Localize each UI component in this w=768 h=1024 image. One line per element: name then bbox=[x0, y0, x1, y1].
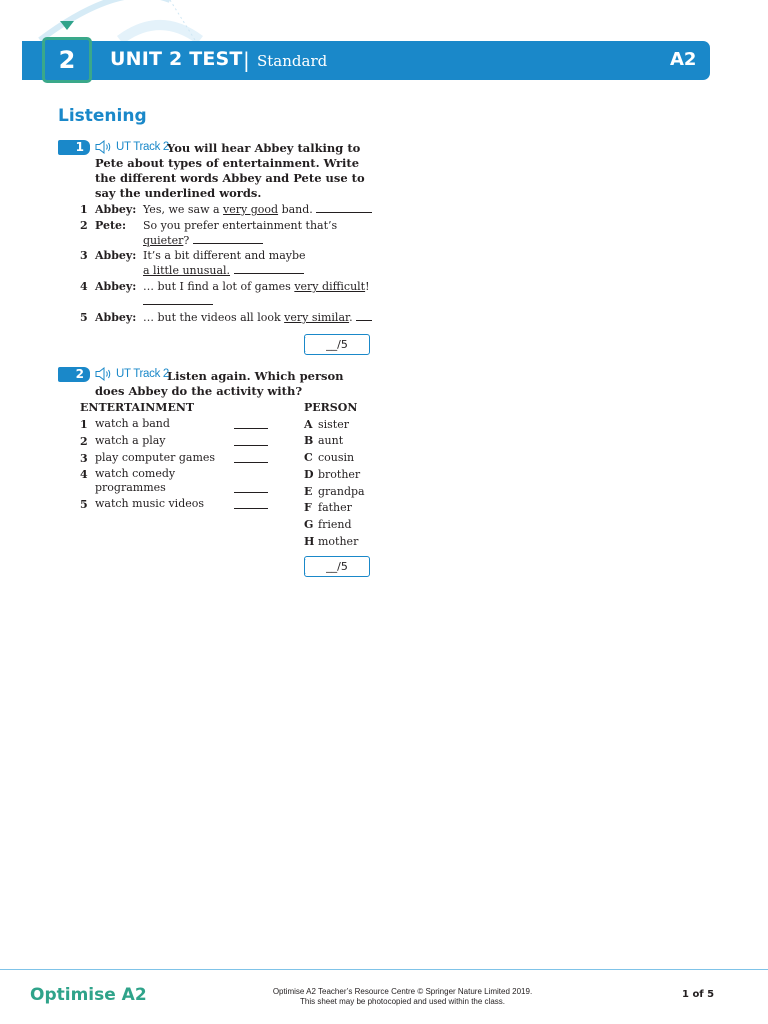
title-separator: | bbox=[243, 48, 250, 72]
activity-number: 2 bbox=[80, 435, 88, 448]
item-number: 5 bbox=[80, 311, 88, 324]
underlined-phrase: quieter bbox=[143, 234, 184, 247]
answer-blank[interactable] bbox=[234, 263, 304, 274]
copyright-line-1: Optimise A2 Teacher’s Resource Centre © Springer Nature Limited 2019. bbox=[272, 987, 533, 996]
copyright-line-2: This sheet may be photocopied and used within the class. bbox=[299, 997, 505, 1006]
text-post: . bbox=[349, 311, 353, 324]
answer-blank[interactable] bbox=[193, 233, 263, 244]
test-variant: Standard bbox=[257, 52, 328, 70]
text-pre: … but the videos all look bbox=[143, 311, 285, 324]
item-number: 1 bbox=[80, 203, 88, 216]
text-pre: Yes, we saw a bbox=[143, 203, 224, 216]
text-line: It’s a bit different and maybe bbox=[143, 249, 306, 262]
activity-number: 5 bbox=[80, 498, 88, 511]
person-text: grandpa bbox=[318, 485, 365, 498]
instruction-line-1: Listen again. Which person bbox=[167, 369, 344, 383]
speaker-name: Abbey: bbox=[95, 203, 137, 216]
person-letter: C bbox=[304, 451, 313, 464]
underlined-phrase: very similar bbox=[284, 311, 350, 324]
exercise-2-number: 2 bbox=[58, 367, 90, 382]
person-letter: D bbox=[304, 468, 314, 481]
text-line: So you prefer entertainment that’s bbox=[143, 219, 338, 232]
person-text: father bbox=[318, 501, 352, 514]
activity-text: watch a play bbox=[95, 434, 166, 447]
exercise-1-track[interactable]: UT Track 2 bbox=[116, 141, 170, 153]
exercise-2-track[interactable]: UT Track 2 bbox=[116, 368, 170, 380]
answer-blank[interactable] bbox=[234, 508, 268, 509]
underlined-phrase: a little unusual. bbox=[143, 264, 231, 277]
unit-marker-icon bbox=[60, 21, 74, 30]
answer-blank[interactable] bbox=[234, 428, 268, 429]
answer-blank[interactable] bbox=[234, 445, 268, 446]
exercise-1-instruction bbox=[95, 141, 375, 201]
column-header-person: PERSON bbox=[304, 401, 358, 414]
answer-blank[interactable] bbox=[316, 202, 372, 213]
footer-copyright bbox=[250, 987, 555, 1007]
person-letter: B bbox=[304, 434, 314, 447]
person-text: brother bbox=[318, 468, 361, 481]
activity-text: watch music videos bbox=[95, 497, 205, 510]
item-1-text bbox=[143, 202, 375, 217]
unit-title: UNIT 2 TEST bbox=[110, 48, 243, 70]
item-2-text bbox=[143, 218, 375, 248]
speaker-name: Abbey: bbox=[95, 311, 137, 324]
answer-blank[interactable] bbox=[234, 492, 268, 493]
instruction-rest: Pete about types of entertainment. Write the different words Abbey and Pete use to say the underlined words. bbox=[95, 156, 365, 200]
footer-divider bbox=[0, 969, 768, 970]
text-post: band. bbox=[278, 203, 313, 216]
person-letter: A bbox=[304, 418, 313, 431]
instruction-line-1: You will hear Abbey talking to bbox=[167, 141, 361, 155]
person-letter: G bbox=[304, 518, 314, 531]
underlined-phrase: very difficult bbox=[294, 280, 366, 293]
section-title: Listening bbox=[58, 106, 147, 126]
person-text: mother bbox=[318, 535, 359, 548]
activity-number: 3 bbox=[80, 452, 88, 465]
item-4-text bbox=[143, 279, 375, 309]
activity-number: 1 bbox=[80, 418, 88, 431]
person-letter: H bbox=[304, 535, 315, 548]
person-text: aunt bbox=[318, 434, 344, 447]
item-5-text bbox=[143, 310, 375, 325]
unit-number: 2 bbox=[42, 37, 92, 83]
exercise-2-score: __/5 bbox=[304, 556, 370, 577]
activity-text: play computer games bbox=[95, 451, 216, 464]
level-badge: A2 bbox=[670, 49, 697, 70]
footer-brand: Optimise A2 bbox=[30, 985, 147, 1005]
activity-text: watch a band bbox=[95, 417, 170, 430]
instruction-rest: does Abbey do the activity with? bbox=[95, 384, 303, 398]
speaker-name: Abbey: bbox=[95, 280, 137, 293]
speaker-name: Abbey: bbox=[95, 249, 137, 262]
page-number: 1 of 5 bbox=[682, 989, 715, 1000]
activity-text: watch comedy programmes bbox=[95, 467, 176, 494]
item-3-text bbox=[143, 248, 375, 278]
person-letter: F bbox=[304, 501, 312, 514]
answer-blank[interactable] bbox=[234, 462, 268, 463]
item-number: 4 bbox=[80, 280, 88, 293]
text-pre: … but I find a lot of games bbox=[143, 280, 295, 293]
answer-blank[interactable] bbox=[143, 294, 213, 305]
person-text: cousin bbox=[318, 451, 355, 464]
speaker-name: Pete: bbox=[95, 219, 127, 232]
person-letter: E bbox=[304, 485, 313, 498]
item-number: 3 bbox=[80, 249, 88, 262]
answer-blank[interactable] bbox=[356, 310, 372, 321]
column-header-entertainment: ENTERTAINMENT bbox=[80, 401, 195, 414]
exercise-1-number: 1 bbox=[58, 140, 90, 155]
exercise-1-score: __/5 bbox=[304, 334, 370, 355]
underlined-phrase: very good bbox=[223, 203, 279, 216]
text-post: ! bbox=[365, 280, 370, 293]
item-number: 2 bbox=[80, 219, 88, 232]
exercise-2-instruction bbox=[95, 369, 375, 399]
activity-number: 4 bbox=[80, 468, 88, 481]
person-text: friend bbox=[318, 518, 352, 531]
text-post: ? bbox=[183, 234, 190, 247]
person-text: sister bbox=[318, 418, 349, 431]
